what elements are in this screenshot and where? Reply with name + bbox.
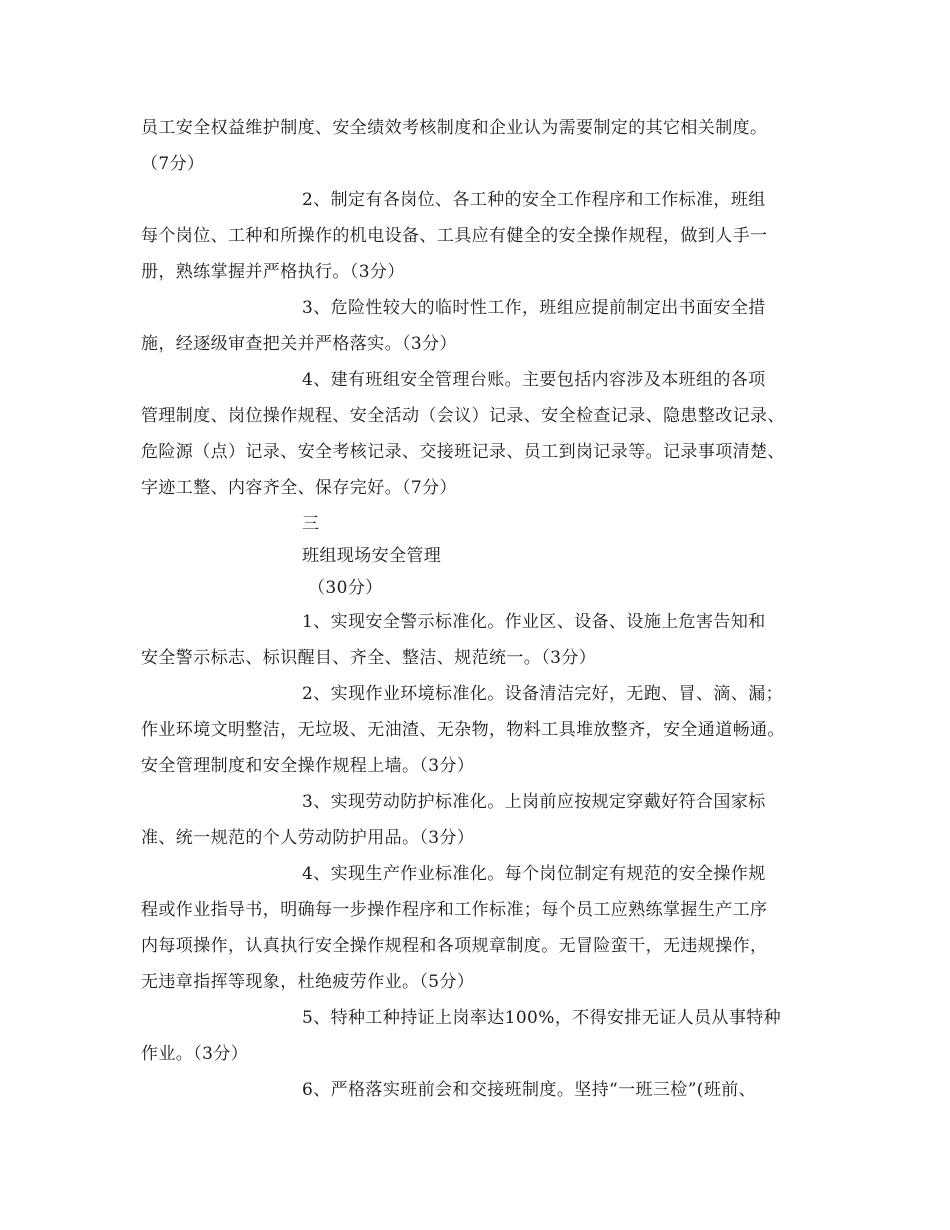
text-line: 2、制定有各岗位、各工种的安全工作程序和工作标准，班组 <box>302 190 766 210</box>
section-title: 班组现场安全管理 <box>302 546 442 566</box>
text-line: 员工安全权益维护制度、安全绩效考核制度和企业认为需要制定的其它相关制度。 <box>141 118 768 138</box>
text-line: 安全管理制度和安全操作规程上墙。（3分） <box>141 756 475 776</box>
text-line: 4、建有班组安全管理台账。主要包括内容涉及本班组的各项 <box>302 370 766 390</box>
text-line: 管理制度、岗位操作规程、安全活动（会议）记录、安全检查记录、隐患整改记录、 <box>141 406 785 426</box>
text-line: 6、严格落实班前会和交接班制度。坚持“一班三检”(班前、 <box>302 1080 757 1100</box>
text-line: 作业环境文明整洁，无垃圾、无油渣、无杂物，物料工具堆放整齐，安全通道畅通。 <box>141 720 785 740</box>
text-line: 施，经逐级审查把关并严格落实。（3分） <box>141 334 457 354</box>
text-line: 2、实现作业环境标准化。设备清洁完好，无跑、冒、滴、漏； <box>302 684 784 704</box>
text-line: 作业。（3分） <box>141 1044 249 1064</box>
text-line: 1、实现安全警示标准化。作业区、设备、设施上危害告知和 <box>302 612 766 632</box>
text-line: 危险源（点）记录、安全考核记录、交接班记录、员工到岗记录等。记录事项清楚、 <box>141 442 785 462</box>
text-line: 3、实现劳动防护标准化。上岗前应按规定穿戴好符合国家标 <box>302 792 766 812</box>
text-line: 无违章指挥等现象，杜绝疲劳作业。（5分） <box>141 972 475 992</box>
text-line: 5、特种工种持证上岗率达100%，不得安排无证人员从事特种 <box>302 1008 782 1028</box>
section-score: （30分） <box>308 578 383 598</box>
text-line: 程或作业指导书，明确每一步操作程序和工作标准；每个员工应熟练掌握生产工序 <box>141 900 768 920</box>
text-line: 3、危险性较大的临时性工作，班组应提前制定出书面安全措 <box>302 298 766 318</box>
text-line: 每个岗位、工种和所操作的机电设备、工具应有健全的安全操作规程，做到人手一 <box>141 226 768 246</box>
text-line: 4、实现生产作业标准化。每个岗位制定有规范的安全操作规 <box>302 864 766 884</box>
text-line: 字迹工整、内容齐全、保存完好。（7分） <box>141 478 457 498</box>
text-line: 准、统一规范的个人劳动防护用品。（3分） <box>141 828 475 848</box>
section-number: 三 <box>302 514 320 534</box>
text-line: （7分） <box>141 154 205 174</box>
text-line: 册，熟练掌握并严格执行。（3分） <box>141 262 405 282</box>
text-line: 内每项操作，认真执行安全操作规程和各项规章制度。无冒险蛮干，无违规操作， <box>141 936 768 956</box>
text-line: 安全警示标志、标识醒目、齐全、整洁、规范统一。（3分） <box>141 648 597 668</box>
